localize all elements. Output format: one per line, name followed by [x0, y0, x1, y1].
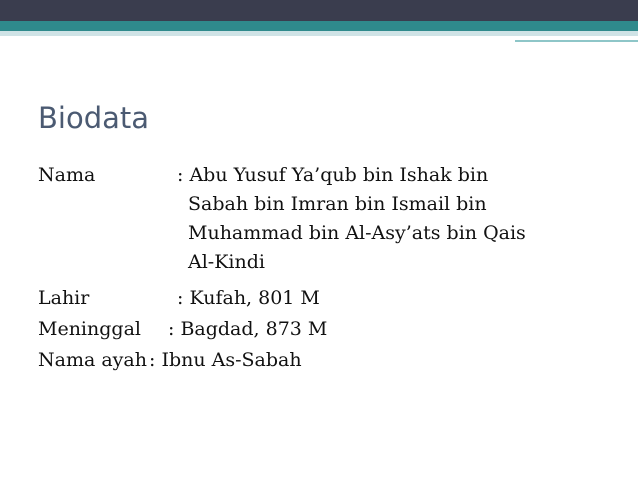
slide-title: Biodata [38, 101, 150, 135]
header-band-teal [0, 21, 638, 31]
header-band-light [0, 31, 638, 36]
value-meninggal: : Bagdad, 873 M [168, 318, 328, 340]
value-nama-line-3: Muhammad bin Al-Asy’ats bin Qais [188, 222, 526, 244]
label-lahir: Lahir [38, 287, 90, 309]
header-band-dark [0, 0, 638, 21]
value-nama [177, 161, 526, 277]
value-nama-line-4: Al-Kindi [188, 251, 265, 273]
value-lahir: : Kufah, 801 M [177, 287, 320, 309]
label-nama-ayah: Nama ayah [38, 349, 147, 371]
value-nama-line-2: Sabah bin Imran bin Ismail bin [188, 193, 487, 215]
label-nama: Nama [38, 164, 96, 186]
label-meninggal: Meninggal [38, 318, 141, 340]
value-nama-ayah: : Ibnu As-Sabah [149, 349, 302, 371]
header-accent-line [515, 40, 638, 42]
value-nama-line-1: : Abu Yusuf Ya’qub bin Ishak bin [177, 164, 489, 186]
